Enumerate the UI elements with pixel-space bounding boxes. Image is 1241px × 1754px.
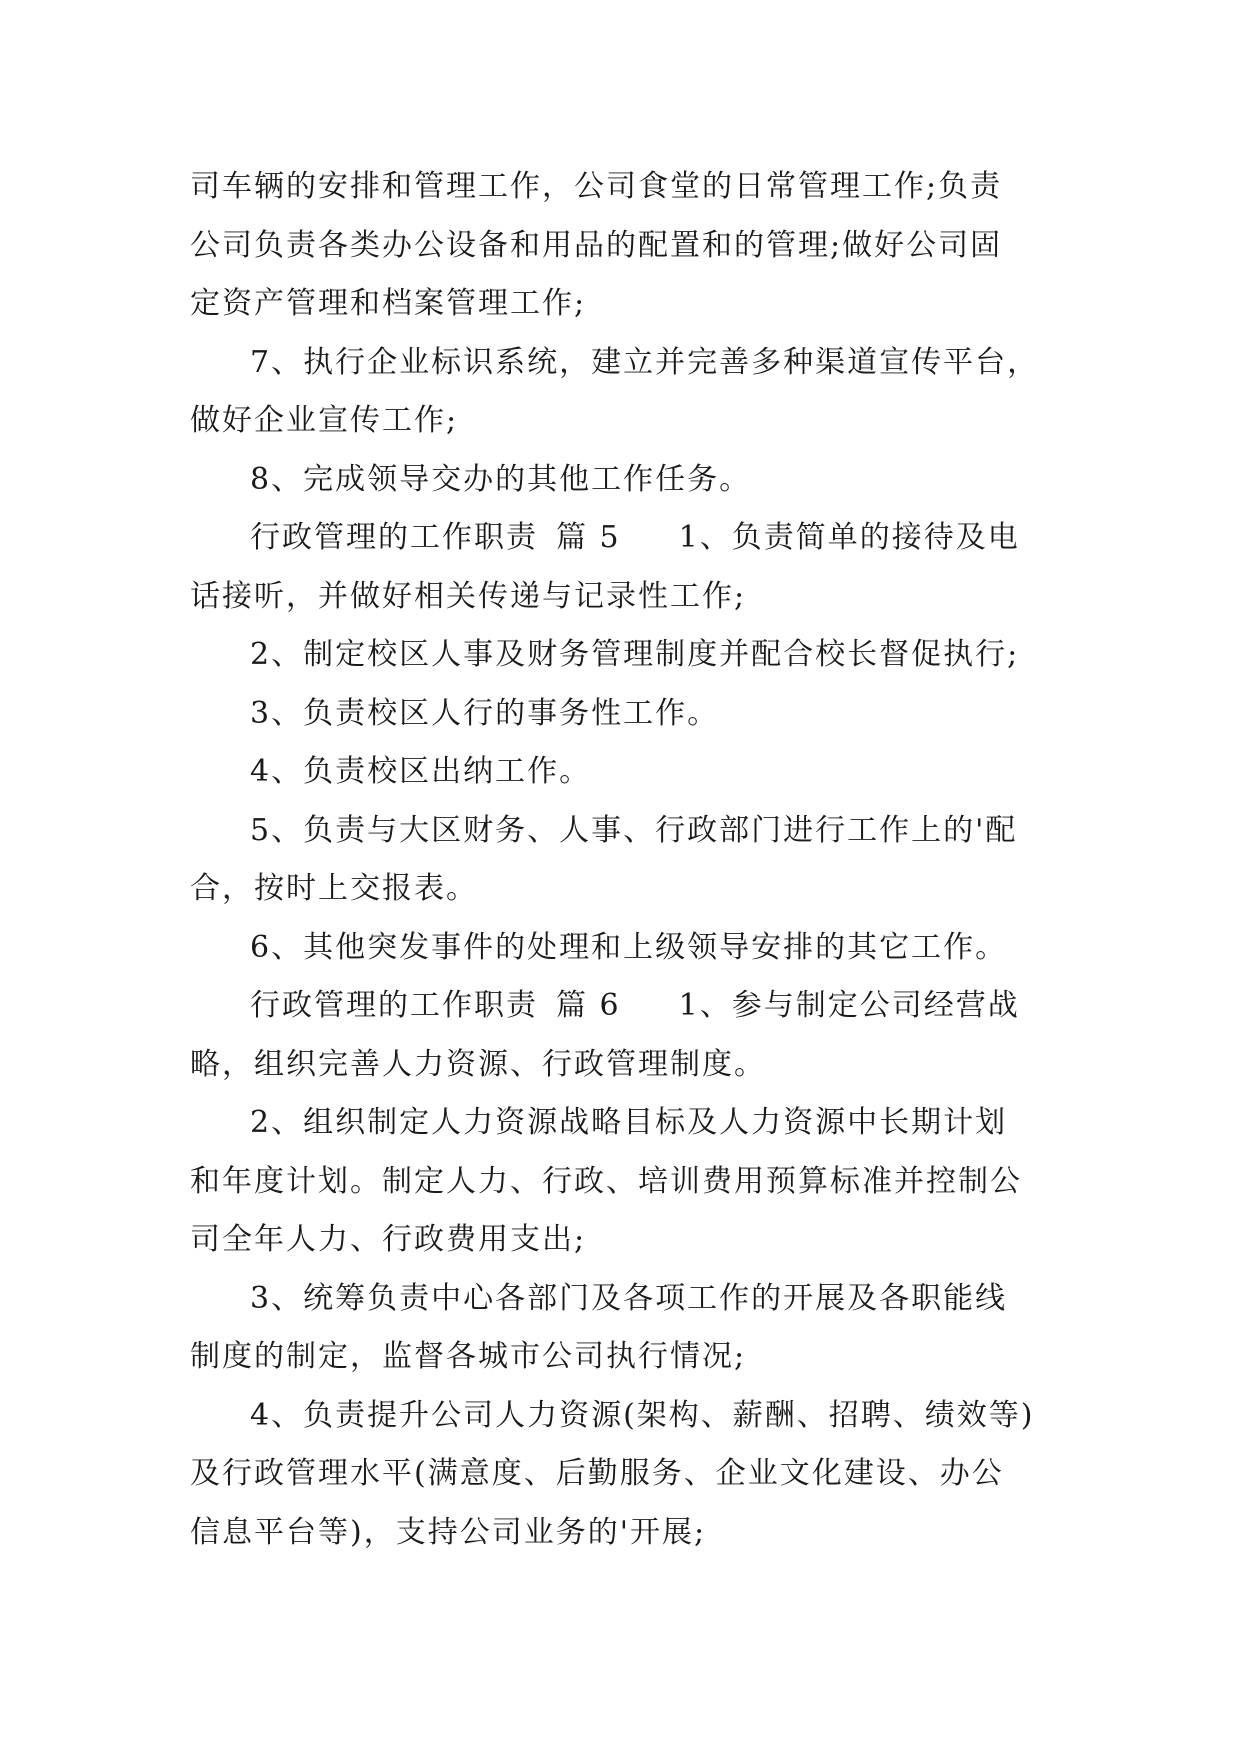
text-segment: 1、参与制定公司经营战: [678, 988, 1020, 1023]
text-line: 话接听，并做好相关传递与记录性工作;: [190, 578, 747, 614]
text-line: 及行政管理水平(满意度、后勤服务、企业文化建设、办公: [190, 1456, 1004, 1491]
section-number: 篇 5: [556, 520, 621, 555]
text-line: 司全年人力、行政费用支出;: [190, 1222, 587, 1257]
document-body: [190, 158, 1060, 1562]
text-line: 做好企业宣传工作;: [190, 403, 459, 438]
section-heading-line: [190, 977, 1060, 1036]
text-line: 和年度计划。制定人力、行政、培训费用预算标准并控制公: [190, 1163, 1022, 1199]
section-title: 行政管理的工作职责: [250, 988, 538, 1023]
text-line: 3、负责校区人行的事务性工作。: [250, 695, 720, 731]
text-line: 4、负责提升公司人力资源(架构、薪酬、招聘、绩效等): [250, 1397, 1035, 1433]
section-title: 行政管理的工作职责: [250, 520, 538, 555]
text-segment: 1、负责简单的接待及电: [678, 520, 1020, 555]
text-line: 定资产管理和档案管理工作;: [190, 286, 587, 321]
text-line: 司车辆的安排和管理工作，公司食堂的日常管理工作;负责: [190, 169, 1003, 204]
text-line: 4、负责校区出纳工作。: [250, 754, 592, 789]
text-line: 6、其他突发事件的处理和上级领导安排的其它工作。: [250, 929, 1008, 965]
text-line: 8、完成领导交办的其他工作任务。: [250, 461, 752, 497]
text-line: 略，组织完善人力资源、行政管理制度。: [190, 1046, 766, 1082]
text-line: 公司负责各类办公设备和用品的配置和的管理;做好公司固: [190, 227, 1003, 263]
text-line: 合，按时上交报表。: [190, 871, 478, 906]
text-line: 2、组织制定人力资源战略目标及人力资源中长期计划: [250, 1105, 1008, 1140]
text-line: 2、制定校区人事及财务管理制度并配合校长督促执行;: [250, 637, 1020, 672]
text-line: 制度的制定，监督各城市公司执行情况;: [190, 1339, 747, 1374]
text-line: 3、统筹负责中心各部门及各项工作的开展及各职能线: [250, 1280, 1008, 1316]
section-number: 篇 6: [556, 988, 621, 1023]
text-line: 5、负责与大区财务、人事、行政部门进行工作上的'配: [250, 812, 1018, 848]
text-line: 7、执行企业标识系统，建立并完善多种渠道宣传平台，: [250, 344, 1040, 380]
section-heading-line: [190, 509, 1060, 568]
text-line: 信息平台等)，支持公司业务的'开展;: [190, 1514, 707, 1550]
